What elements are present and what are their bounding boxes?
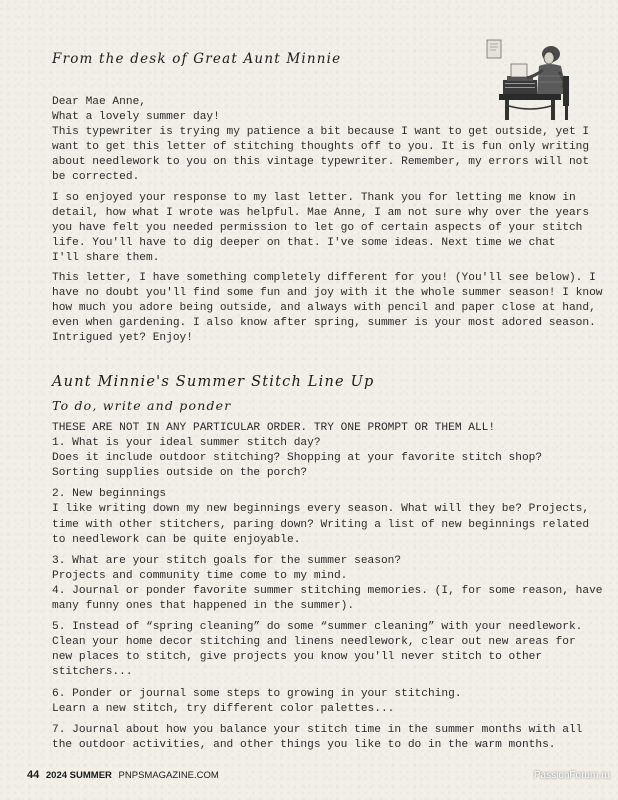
magazine-site: PNPSMAGAZINE.COM [118,770,219,781]
prompt-line: 6. Ponder or journal some steps to growing in your stitching. [52,687,462,700]
prompt-line: Does it include outdoor stitching? Shopping at your favorite stitch shop? [52,452,543,465]
prompt-line: time with other stitchers, paring down? Writing a list of new beginnings related [52,518,590,531]
prompt-block [52,487,590,547]
prompt-line: 4. Journal or ponder favorite summer stitching memories. (I, for some reason, have [52,584,603,597]
letter-line: detail, how what I wrote was helpful. Mae Anne, I am not sure why over the years [52,206,590,219]
watermark: PassionForum.ru [533,770,610,781]
prompt-line: to needlework can be quite enjoyable. [52,533,301,546]
prompt-block [52,620,582,680]
prompt-line: THESE ARE NOT IN ANY PARTICULAR ORDER. TRY ONE PROMPT OR THEM ALL! [52,422,496,434]
letter-line: want to get this letter of stitching thoughts off to you. It is fun only writing [52,141,590,154]
prompt-line: stitchers... [52,666,133,679]
letter-line: be corrected. [52,171,140,184]
letter-line: you have felt you needed permission to let go of certain aspects of your stitch [52,221,583,234]
prompt-line: 5. Instead of “spring cleaning” do some “summer cleaning” with your needlework. [52,621,583,634]
letter-line: about needlework to you on this vintage typewriter. Remember, my errors will not [52,156,590,169]
page-footer [27,769,219,781]
prompt-line: Projects and community time come to my mind. [52,569,348,582]
letter-heading: From the desk of Great Aunt Minnie [52,51,342,67]
prompt-block [52,421,582,481]
prompt-block [52,723,582,753]
prompt-block [52,554,603,614]
prompt-line: I like writing down my new beginnings every season. What will they be? Projects, [52,503,590,516]
prompt-line: many funny ones that happened in the summer). [52,600,355,613]
letter-line: I'll share them. [52,251,160,264]
prompt-line: the outdoor activities, and other things you like to do in the warm months. [52,738,556,751]
prompt-line: 2. New beginnings [52,488,167,501]
letter-line: Intrigued yet? Enjoy! [52,332,193,345]
letter-line: have no doubt you'll find some fun and joy with it the whole summer season! I know [52,287,603,300]
letter-paragraph [52,95,590,186]
prompt-line: 7. Journal about how you balance your stitch time in the summer months with all [52,723,583,736]
letter-line: Dear Mae Anne, [52,96,146,108]
letter-line: This letter, I have something completely different for you! (You'll see below). I [52,272,596,285]
letter-line: What a lovely summer day! [52,111,220,124]
prompt-line: Sorting supplies outside on the porch? [52,467,308,480]
letter-line: even when gardening. I also know after spring, summer is your most adored season. [52,317,596,330]
letter-paragraph [52,271,603,346]
letter-line: This typewriter is trying my patience a bit because I want to get outside, yet I [52,126,590,139]
letter-line: life. You'll have to dig deeper on that. I've some ideas. Next time we chat [52,236,556,249]
prompt-line: Clean your home decor stitching and linens needlework, clear out new areas for [52,636,576,649]
section-subtitle: To do, write and ponder [52,398,232,413]
page-number: 44 [27,769,40,781]
letter-line: I so enjoyed your response to my last letter. Thank you for letting me know in [52,191,576,204]
prompt-line: 1. What is your ideal summer stitch day? [52,437,321,450]
prompt-list [52,421,603,759]
prompt-line: Learn a new stitch, try different color palettes... [52,702,395,715]
issue-label: 2024 SUMMER [45,770,112,781]
prompt-line: new places to stitch, give projects you know you'll never stitch to other [52,651,543,664]
letter-body [52,95,603,352]
prompt-line: 3. What are your stitch goals for the summer season? [52,554,402,567]
letter-line: how much you adore being outside, and always with pencil and paper close at hand, [52,302,596,315]
letter-paragraph [52,191,590,266]
prompt-block [52,687,582,717]
section-title: Aunt Minnie's Summer Stitch Line Up [52,374,375,390]
